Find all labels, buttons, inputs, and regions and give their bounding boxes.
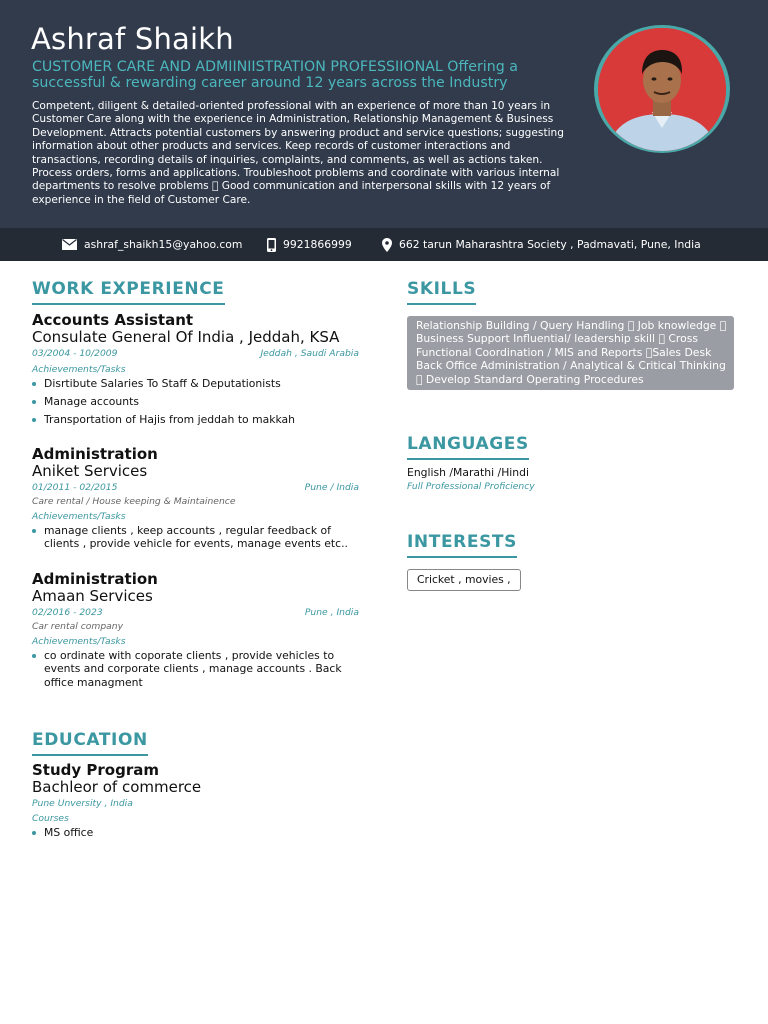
profile-summary: Competent, diligent & detailed-oriented professional with an experience of more than 10 years in Customer Care along with the experience in Administration, Relationship Management & Business Development. Attracts potential customers by answering product and service questions; suggesting information about other products and services. Keep records of customer interactions and transactions, recording details of inquiries, complaints, and comments, as well as actions taken. Process orders, forms and applications. Troubleshoot problems and coordinate with various internal departments to resolve problems Good communication and interpersonal skills with 12 years of experience in the field of Customer Care. <box>32 100 564 206</box>
person-photo-icon <box>598 28 726 151</box>
job-bullets <box>32 524 362 551</box>
course-item: MS office <box>32 826 362 839</box>
course-list <box>32 826 362 839</box>
envelope-icon <box>62 239 77 250</box>
contact-phone[interactable] <box>267 228 352 261</box>
job-location: Pune , India <box>304 607 359 618</box>
job-meta <box>32 482 359 493</box>
job-company: Consulate General Of India , Jeddah, KSA <box>32 328 340 346</box>
interests-heading: INTERESTS <box>407 532 517 558</box>
contact-address <box>382 228 701 261</box>
job-title: Administration <box>32 445 158 463</box>
bullet-item: Disrtibute Salaries To Staff & Deputationists <box>32 377 362 390</box>
contact-bar <box>0 228 768 261</box>
skills-heading: SKILLS <box>407 279 476 305</box>
job-title: Administration <box>32 570 158 588</box>
achievements-label: Achievements/Tasks <box>32 364 126 375</box>
resume-header <box>0 0 768 228</box>
language-proficiency: Full Professional Proficiency <box>407 481 535 492</box>
education-degree: Bachleor of commerce <box>32 778 202 796</box>
address-text: 662 tarun Maharashtra Society , Padmavati, Pune, India <box>399 238 701 251</box>
job-title: Accounts Assistant <box>32 311 194 329</box>
skills-box: Relationship Building / Query Handling Job knowledge Business Support Influential/ leadership skill Cross Functional Coordination / MIS and Reports Sales Desk Back Office Administration / Analytical & Critical Thinking Develop Standard Operating Procedures <box>407 316 734 390</box>
job-location: Jeddah , Saudi Arabia <box>260 348 359 359</box>
education-program: Study Program <box>32 761 159 779</box>
education-heading: EDUCATION <box>32 730 148 756</box>
job-meta <box>32 607 359 618</box>
job-company: Aniket Services <box>32 462 148 480</box>
candidate-name: Ashraf Shaikh <box>31 22 234 56</box>
job-dates: 03/2004 - 10/2009 <box>32 348 118 359</box>
mobile-phone-icon <box>267 238 276 252</box>
job-description: Care rental / House keeping & Maintainence <box>32 496 236 507</box>
phone-text[interactable]: 9921866999 <box>283 238 352 251</box>
job-bullets <box>32 377 362 426</box>
job-company: Amaan Services <box>32 587 153 605</box>
bullet-item: manage clients , keep accounts , regular feedback of clients , provide vehicle for events, manage events etc.. <box>32 524 362 551</box>
language-names: English /Marathi /Hindi <box>407 466 530 479</box>
contact-email[interactable] <box>62 228 242 261</box>
courses-label: Courses <box>32 813 69 824</box>
job-dates: 02/2016 - 2023 <box>32 607 103 618</box>
interest-tag: Cricket , movies , <box>407 569 521 591</box>
job-bullets <box>32 649 367 689</box>
map-pin-icon <box>382 238 392 252</box>
job-location: Pune / India <box>304 482 359 493</box>
bullet-item: Transportation of Hajis from jeddah to makkah <box>32 413 362 426</box>
achievements-label: Achievements/Tasks <box>32 636 126 647</box>
job-dates: 01/2011 - 02/2015 <box>32 482 118 493</box>
profile-photo <box>598 28 726 151</box>
job-description: Car rental company <box>32 621 124 632</box>
languages-heading: LANGUAGES <box>407 434 529 460</box>
job-meta <box>32 348 359 359</box>
professional-headline: CUSTOMER CARE AND ADMIINIISTRATION PROFESSIIONAL Offering a successful & rewarding career around 12 years across the Industry <box>32 59 518 91</box>
bullet-item: co ordinate with coporate clients , provide vehicles to events and corporate clients , manage accounts . Back office managment <box>32 649 367 689</box>
achievements-label: Achievements/Tasks <box>32 511 126 522</box>
email-text[interactable]: ashraf_shaikh15@yahoo.com <box>84 238 243 251</box>
education-institution: Pune Unversity , India <box>32 798 133 809</box>
work-experience-heading: WORK EXPERIENCE <box>32 279 225 305</box>
bullet-item: Manage accounts <box>32 395 362 408</box>
